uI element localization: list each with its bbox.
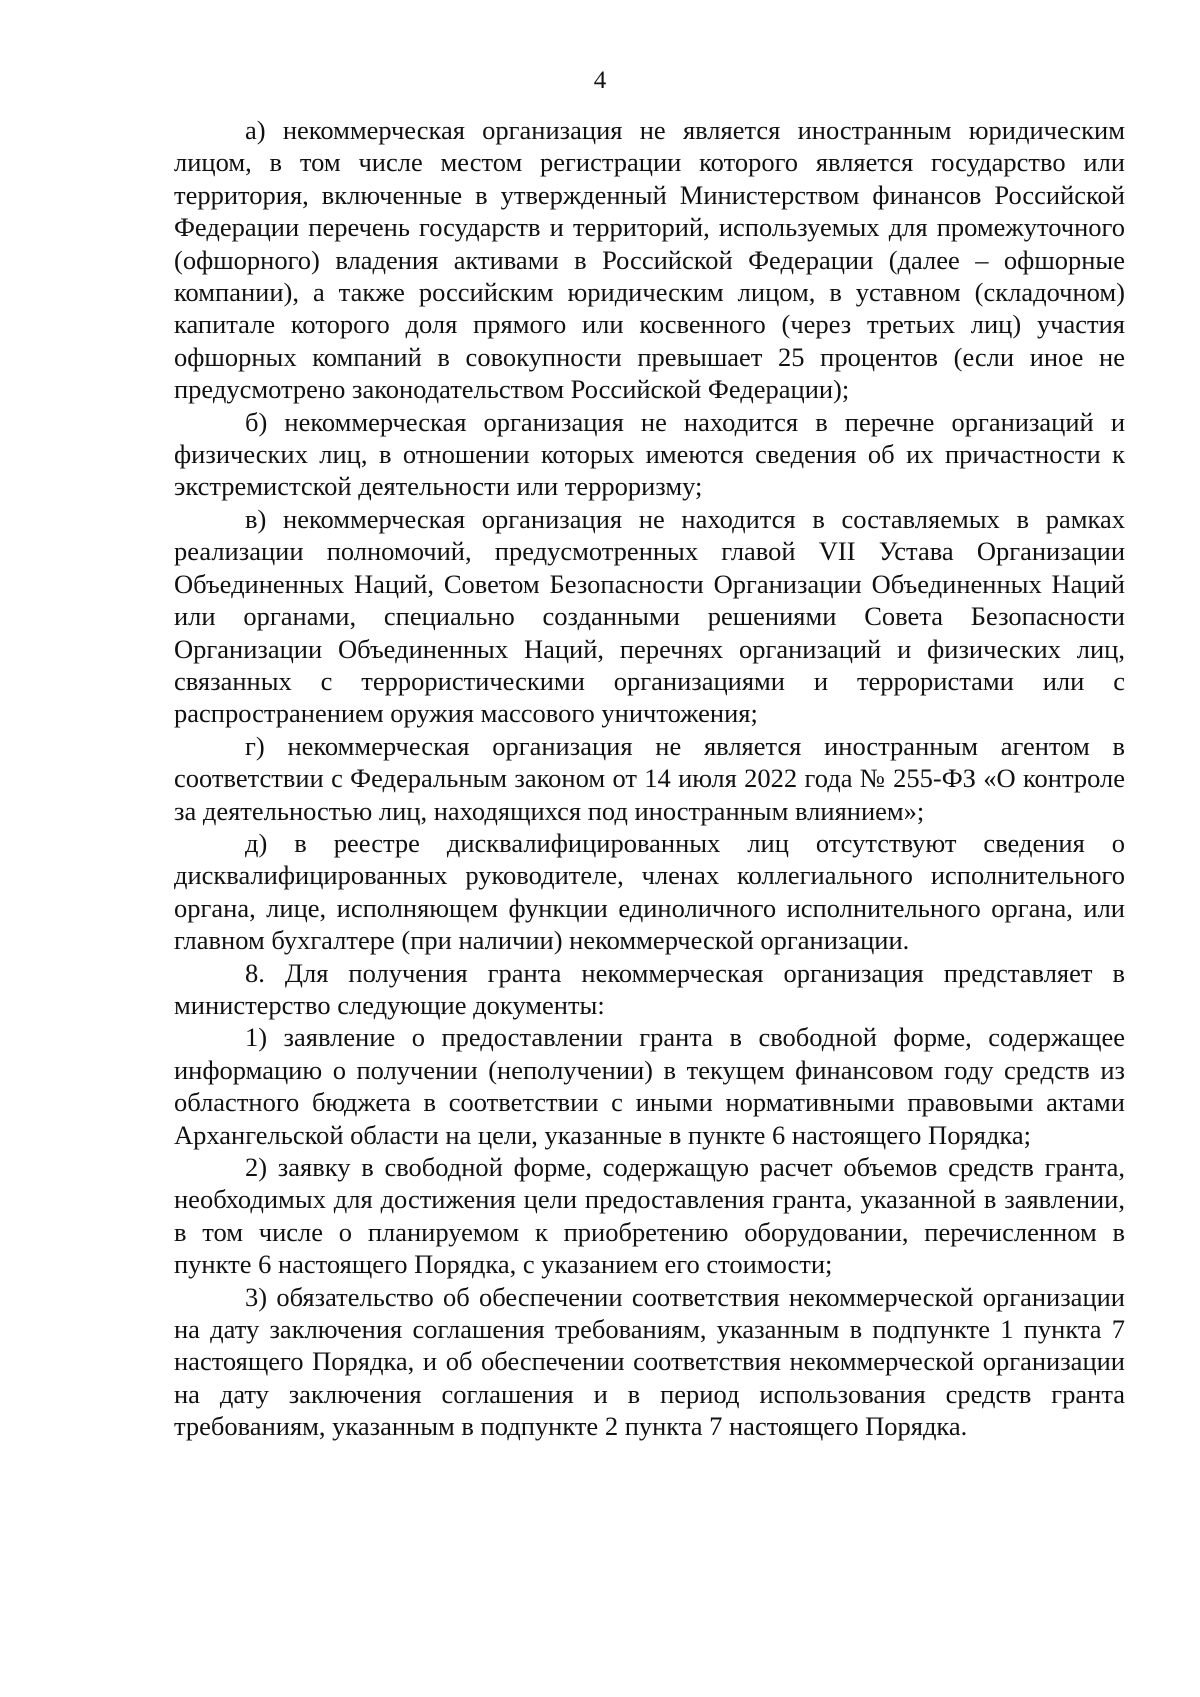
- paragraph-list-item-3: 3) обязательство об обеспечении соответствия некоммерческой организации на дату заключения соглашения требованиям, указанным в подпункте 1 пункта 7 настоящего Порядка, и об обеспечении соответствия некоммерческой организации на дату заключения соглашения и в период использования средств гранта требованиям, указанным в подпункте 2 пункта 7 настоящего Порядка.: [174, 1281, 1125, 1442]
- paragraph-subitem-a: а) некоммерческая организация не является иностранным юридическим лицом, в том числе местом регистрации которого является государство или территория, включенные в утвержденный Министерством финансов Российской Федерации перечень государств и территорий, используемых для промежуточного (офшорного) владения активами в Российской Федерации (далее – офшорные компании), а также российским юридическим лицом, в уставном (складочном) капитале которого доля прямого или косвенного (через третьих лиц) участия офшорных компаний в совокупности превышает 25 процентов (если иное не предусмотрено законодательством Российской Федерации);: [174, 115, 1125, 405]
- document-body: [174, 114, 1125, 1443]
- paragraph-subitem-v: в) некоммерческая организация не находится в составляемых в рамках реализации полномочий, предусмотренных главой VII Устава Организации Объединенных Наций, Советом Безопасности Организации Объединенных Наций или органами, специально созданными решениями Совета Безопасности Организации Объединенных Наций, перечнях организаций и физических лиц, связанных с террористическими организациями и террористами или с распространением оружия массового уничтожения;: [174, 503, 1125, 729]
- paragraph-subitem-g: г) некоммерческая организация не является иностранным агентом в соответствии с Федеральным законом от 14 июля 2022 года № 255-ФЗ «О контроле за деятельностью лиц, находящихся под иностранным влиянием»;: [174, 730, 1125, 826]
- paragraph-item-8: 8. Для получения гранта некоммерческая организация представляет в министерство следующие документы:: [174, 957, 1125, 1020]
- page-number: 4: [593, 67, 607, 94]
- paragraph-list-item-1: 1) заявление о предоставлении гранта в свободной форме, содержащее информацию о получении (неполучении) в текущем финансовом году средств из областного бюджета в соответствии с иными нормативными правовыми актами Архангельской области на цели, указанные в пункте 6 настоящего Порядка;: [174, 1022, 1125, 1150]
- paragraph-list-item-2: 2) заявку в свободной форме, содержащую расчет объемов средств гранта, необходимых для достижения цели предоставления гранта, указанной в заявлении, в том числе о планируемом к приобретению оборудовании, перечисленном в пункте 6 настоящего Порядка, с указанием его стоимости;: [174, 1152, 1125, 1280]
- paragraph-subitem-d: д) в реестре дисквалифицированных лиц отсутствуют сведения о дисквалифицированных руководителе, членах коллегиального исполнительного органа, лице, исполняющем функции единоличного исполнительного органа, или главном бухгалтере (при наличии) некоммерческой организации.: [174, 827, 1125, 956]
- paragraph-subitem-b: б) некоммерческая организация не находится в перечне организаций и физических лиц, в отношении которых имеются сведения об их причастности к экстремистской деятельности или терроризму;: [174, 406, 1125, 502]
